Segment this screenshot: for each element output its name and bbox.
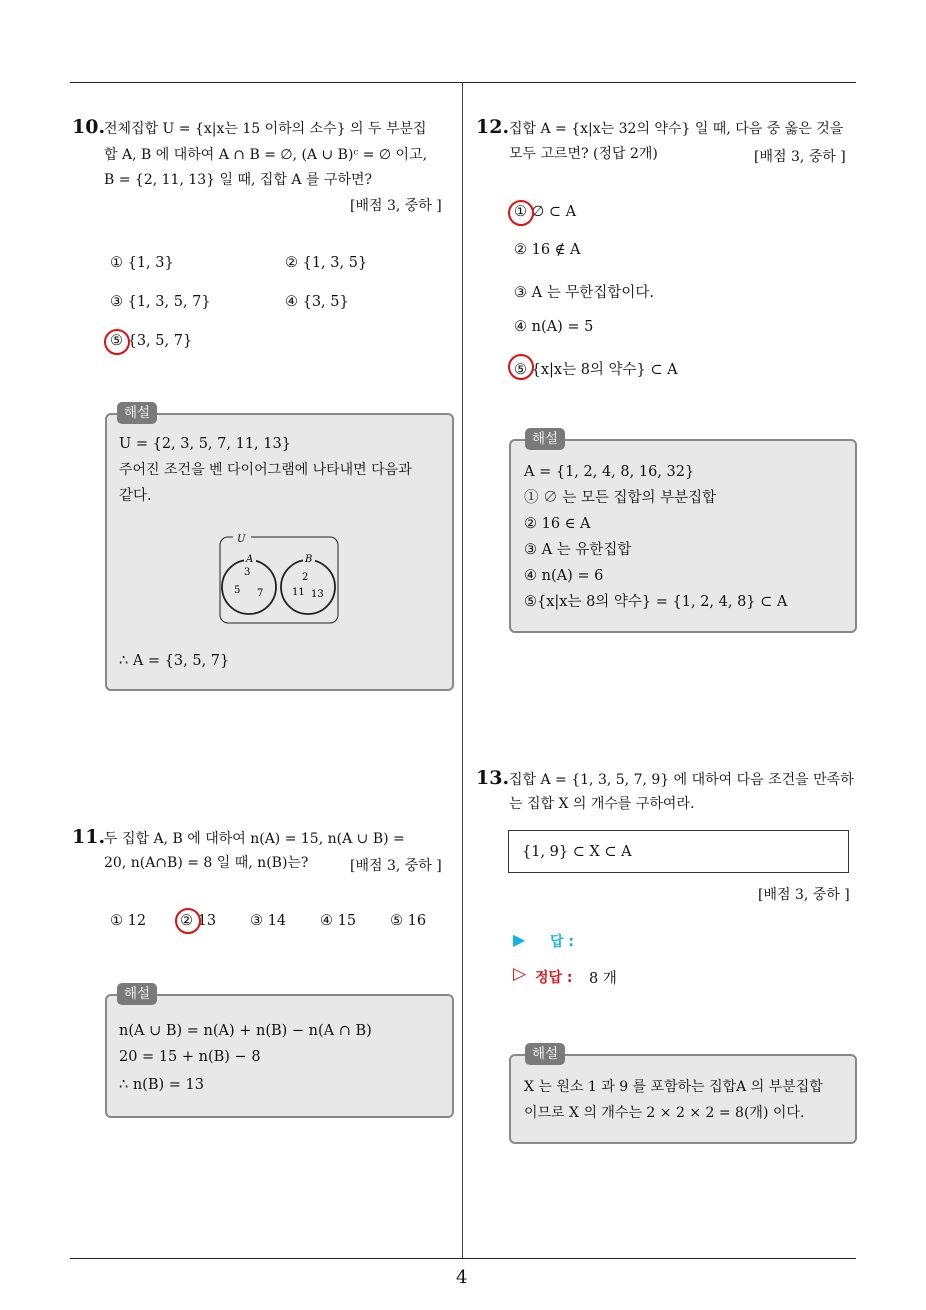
q12-option-3[interactable]: ③ A 는 무한집합이다. [514, 285, 654, 301]
q10-solution-line2: 주어진 조건을 벤 다이어그램에 나타내면 다음과 [119, 462, 412, 478]
q13-condition: {1, 9} ⊂ X ⊂ A [522, 844, 632, 860]
q10-text-line1: 전체집합 U = {x|x는 15 이하의 소수} 의 두 부분집 [104, 121, 427, 137]
q11-solution-tag: 해설 [117, 983, 157, 1005]
q11-option-3[interactable]: ③ 14 [250, 913, 287, 929]
q12-solution-line: ① ∅ 는 모든 집합의 부분집합 [524, 490, 717, 506]
q13-solution-tag: 해설 [525, 1043, 565, 1065]
q10-solution-line1: U = {2, 3, 5, 7, 11, 13} [119, 436, 291, 452]
q10-option-5[interactable]: ⑤ {3, 5, 7} [110, 333, 193, 349]
top-rule [70, 82, 856, 83]
correct-marker-icon: ▷ [513, 964, 527, 984]
q10-solution-tag: 해설 [117, 402, 157, 424]
q13-solution-line2: 이므로 X 의 개수는 2 × 2 × 2 = 8(개) 이다. [524, 1105, 805, 1121]
venn-universe-label: U [237, 534, 246, 545]
q10-text-line3: B = {2, 11, 13} 일 때, 집합 A 를 구하면? [104, 172, 373, 188]
q10-text-line2: 합 A, B 에 대하여 A ∩ B = ∅, (A ∪ B)ᶜ = ∅ 이고, [104, 147, 428, 163]
venn-circle-b [281, 560, 335, 614]
q12-number: 12. [476, 116, 510, 138]
q12-solution-line: A = {1, 2, 4, 8, 16, 32} [524, 464, 695, 480]
q11-solution-box [105, 986, 454, 1118]
column-divider [462, 82, 463, 1259]
q12-answer-mark-1 [508, 200, 534, 226]
q12-answer-mark-5 [508, 354, 534, 380]
q12-option-1[interactable]: ① ∅ ⊂ A [514, 204, 577, 220]
venn-b-element: 11 [292, 587, 305, 598]
page-number: 4 [456, 1267, 468, 1288]
q11-answer-mark [175, 908, 201, 934]
q13-solution-line1: X 는 원소 1 과 9 를 포함하는 집합A 의 부분집합 [524, 1079, 823, 1095]
correct-answer-value: 8 개 [589, 971, 617, 987]
q11-solution-line2: 20 = 15 + n(B) − 8 [119, 1049, 261, 1065]
q10-answer-mark [104, 329, 130, 355]
q12-solution-box [509, 431, 857, 633]
q12-option-2[interactable]: ② 16 ∉ A [514, 242, 581, 258]
correct-answer-label: 정답 : [535, 970, 573, 986]
q11-solution-line1: n(A ∪ B) = n(A) + n(B) − n(A ∩ B) [119, 1023, 372, 1039]
q13-meta: [배점 3, 중하 ] [758, 887, 850, 903]
q10-solution-box [105, 405, 454, 691]
venn-label-b: B [305, 554, 313, 565]
q12-meta: [배점 3, 중하 ] [754, 149, 846, 165]
q11-option-2[interactable]: ② 13 [180, 913, 217, 929]
q12-solution-line: ③ A 는 유한집합 [524, 542, 632, 558]
q10-solution-conclusion: ∴ A = {3, 5, 7} [119, 653, 230, 669]
q11-text-line2: 20, n(A∩B) = 8 일 때, n(B)는? [104, 855, 309, 871]
venn-label-a: A [246, 554, 254, 565]
venn-b-element: 13 [311, 589, 324, 600]
q13-number: 13. [476, 767, 510, 789]
q13-text-line2: 는 집합 X 의 개수를 구하여라. [509, 796, 695, 812]
q11-option-4[interactable]: ④ 15 [320, 913, 357, 929]
q13-solution-box [509, 1046, 857, 1144]
q11-meta: [배점 3, 중하 ] [350, 858, 442, 874]
q12-solution-tag: 해설 [525, 428, 565, 450]
q10-solution-line3: 같다. [119, 488, 152, 504]
venn-a-element: 7 [257, 588, 264, 599]
q10-option-3[interactable]: ③ {1, 3, 5, 7} [110, 294, 211, 310]
q12-text-line1: 집합 A = {x|x는 32의 약수} 일 때, 다음 중 옳은 것을 [509, 121, 844, 137]
answer-label: 답 : [550, 934, 574, 950]
q10-option-1[interactable]: ① {1, 3} [110, 255, 174, 271]
q10-option-2[interactable]: ② {1, 3, 5} [285, 255, 368, 271]
q11-option-5[interactable]: ⑤ 16 [390, 913, 427, 929]
venn-b-element: 2 [302, 572, 309, 583]
q11-number: 11. [72, 826, 106, 848]
venn-diagram [219, 533, 341, 625]
q12-option-5[interactable]: ⑤ {x|x는 8의 약수} ⊂ A [514, 362, 678, 378]
q12-text-line2: 모두 고르면? (정답 2개) [509, 146, 658, 162]
q10-meta: [배점 3, 중하 ] [350, 198, 442, 214]
q12-solution-line: ④ n(A) = 6 [524, 568, 604, 584]
bottom-rule [70, 1258, 856, 1259]
q12-solution-line: ⑤{x|x는 8의 약수} = {1, 2, 4, 8} ⊂ A [524, 594, 788, 610]
q13-text-line1: 집합 A = {1, 3, 5, 7, 9} 에 대하여 다음 조건을 만족하 [509, 772, 854, 788]
q11-solution-line3: ∴ n(B) = 13 [119, 1077, 204, 1093]
q10-number: 10. [72, 116, 106, 138]
q13-condition-box [508, 830, 849, 873]
venn-a-element: 3 [244, 567, 251, 578]
answer-marker-icon: ▶ [513, 930, 526, 949]
q11-option-1[interactable]: ① 12 [110, 913, 147, 929]
venn-a-element: 5 [234, 585, 241, 596]
q10-option-4[interactable]: ④ {3, 5} [285, 294, 349, 310]
q12-option-4[interactable]: ④ n(A) = 5 [514, 319, 594, 335]
q11-text-line1: 두 집합 A, B 에 대하여 n(A) = 15, n(A ∪ B) = [104, 831, 405, 847]
q12-solution-line: ② 16 ∈ A [524, 516, 591, 532]
